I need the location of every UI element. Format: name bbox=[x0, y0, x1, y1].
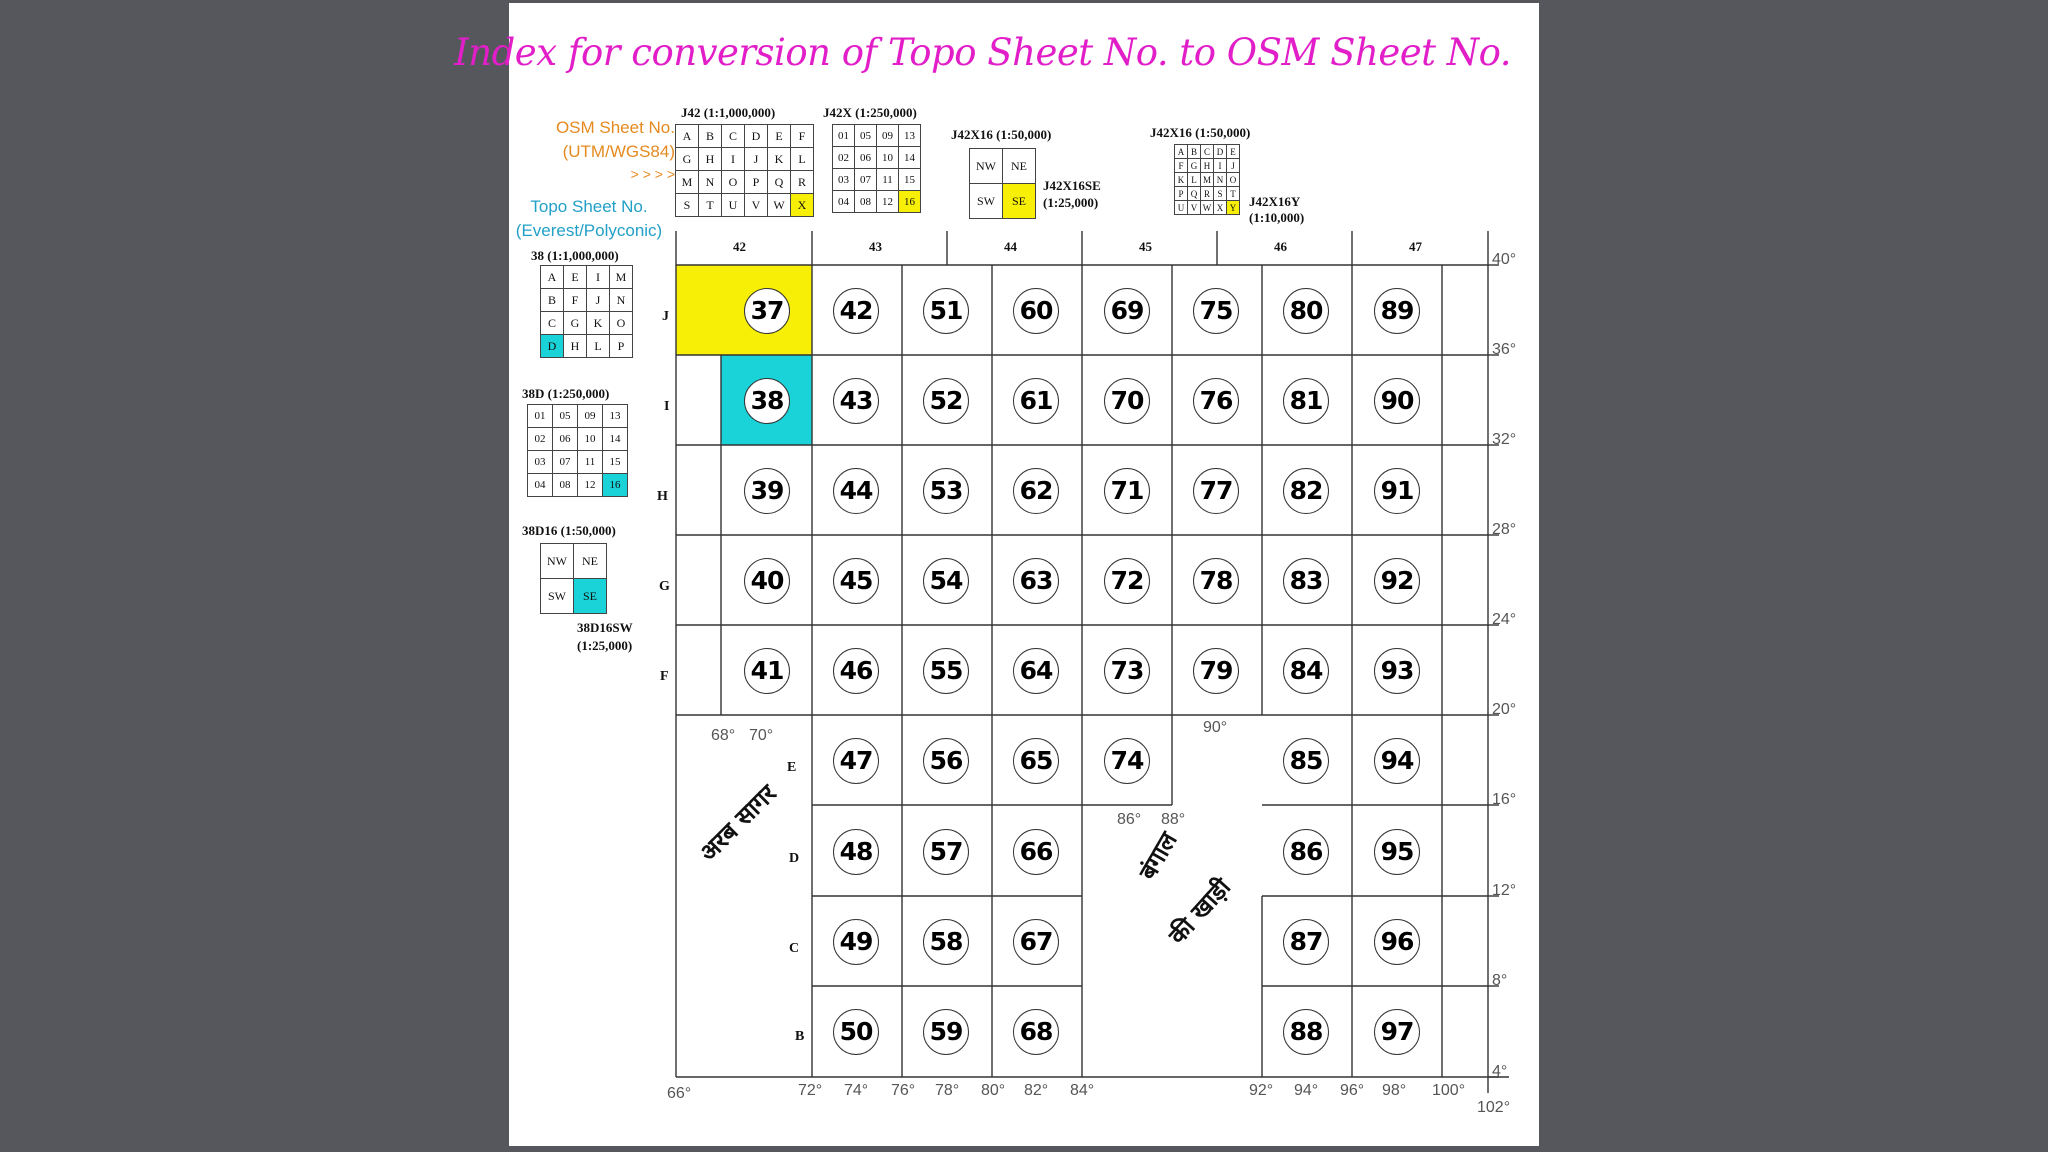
grid-cell: L bbox=[791, 148, 814, 171]
grid-cell: 11 bbox=[578, 451, 603, 474]
lat-label: 24° bbox=[1492, 611, 1517, 628]
grid-cell: 10 bbox=[877, 147, 899, 169]
grid-cell: 16 bbox=[603, 474, 628, 497]
grid-cell: NE bbox=[1003, 149, 1036, 184]
lon-label-inner: 88° bbox=[1161, 811, 1186, 828]
grid-cell: K bbox=[768, 148, 791, 171]
grid-cell: D bbox=[745, 125, 768, 148]
lat-label: 4° bbox=[1492, 1063, 1508, 1080]
lon-label: 76° bbox=[891, 1082, 916, 1099]
grid-cell: C bbox=[1201, 145, 1214, 159]
row-label-C: C bbox=[789, 941, 800, 956]
grid-cell: T bbox=[699, 194, 722, 217]
lat-label: 12° bbox=[1492, 882, 1517, 899]
lon-label: 78° bbox=[935, 1082, 960, 1099]
grid-cell: U bbox=[722, 194, 745, 217]
sheet-number-circle: 53 bbox=[923, 468, 969, 514]
lon-label: 94° bbox=[1294, 1082, 1319, 1099]
grid-cell: Q bbox=[1188, 187, 1201, 201]
sheet-number-circle: 62 bbox=[1013, 468, 1059, 514]
sheet-number-circle: 68 bbox=[1013, 1009, 1059, 1055]
grid-cell: I bbox=[587, 266, 610, 289]
sheet-number-circle: 66 bbox=[1013, 829, 1059, 875]
grid-cell: SW bbox=[970, 184, 1003, 219]
osm-25k-caption: J42X16SE bbox=[1043, 178, 1101, 193]
osm-25k-scale: (1:25,000) bbox=[1043, 195, 1099, 210]
grid-cell: O bbox=[610, 312, 633, 335]
lon-label: 98° bbox=[1382, 1082, 1407, 1099]
lon-label: 74° bbox=[844, 1082, 869, 1099]
topo-25k-caption: 38D16SW bbox=[577, 620, 633, 635]
grid-cell: 13 bbox=[603, 405, 628, 428]
grid-cell: 01 bbox=[833, 125, 855, 147]
sheet-number-circle: 72 bbox=[1104, 558, 1150, 604]
sheet-number-circle: 65 bbox=[1013, 738, 1059, 784]
grid-cell: B bbox=[541, 289, 564, 312]
sheet-number-circle: 37 bbox=[744, 288, 790, 334]
grid-cell: K bbox=[1175, 173, 1188, 187]
lat-label: 36° bbox=[1492, 341, 1517, 358]
grid-cell: O bbox=[1227, 173, 1240, 187]
grid-cell: L bbox=[1188, 173, 1201, 187]
grid-cell: 07 bbox=[855, 169, 877, 191]
sheet-number-circle: 91 bbox=[1374, 468, 1420, 514]
sheet-number-circle: 71 bbox=[1104, 468, 1150, 514]
row-label-D: D bbox=[789, 851, 800, 866]
sheet-number-circle: 42 bbox=[833, 288, 879, 334]
grid-cell: SE bbox=[574, 579, 607, 614]
grid-cell: F bbox=[564, 289, 587, 312]
grid-cell: X bbox=[791, 194, 814, 217]
row-label-E: E bbox=[787, 760, 797, 775]
grid-cell: SE bbox=[1003, 184, 1036, 219]
lat-label: 8° bbox=[1492, 972, 1508, 989]
grid-cell: S bbox=[676, 194, 699, 217]
grid-cell: 14 bbox=[899, 147, 921, 169]
grid-cell: K bbox=[587, 312, 610, 335]
sheet-number-circle: 44 bbox=[833, 468, 879, 514]
grid-cell: NE bbox=[574, 544, 607, 579]
lon-label: 100° bbox=[1432, 1082, 1466, 1099]
sheet-number-circle: 76 bbox=[1193, 378, 1239, 424]
lat-label: 16° bbox=[1492, 791, 1517, 808]
sheet-number-circle: 52 bbox=[923, 378, 969, 424]
sheet-number-circle: 49 bbox=[833, 919, 879, 965]
grid-cell: Y bbox=[1227, 201, 1240, 215]
grid-cell: 15 bbox=[603, 451, 628, 474]
grid-cell: 11 bbox=[877, 169, 899, 191]
grid-cell: S bbox=[1214, 187, 1227, 201]
grid-cell: C bbox=[722, 125, 745, 148]
grid-cell: L bbox=[587, 335, 610, 358]
topo-1m-caption: 38 (1:1,000,000) bbox=[531, 248, 619, 263]
grid-cell: G bbox=[564, 312, 587, 335]
sheet-number-circle: 87 bbox=[1283, 919, 1329, 965]
sheet-number-circle: 57 bbox=[923, 829, 969, 875]
grid-cell: A bbox=[676, 125, 699, 148]
grid-cell: 03 bbox=[833, 169, 855, 191]
row-label-G: G bbox=[659, 579, 670, 594]
sheet-number-circle: 59 bbox=[923, 1009, 969, 1055]
lon-label-inner: 68° bbox=[711, 727, 736, 744]
grid-cell: 07 bbox=[553, 451, 578, 474]
osm-1m-caption: J42 (1:1,000,000) bbox=[681, 105, 776, 120]
grid-cell: N bbox=[699, 171, 722, 194]
grid-cell: 09 bbox=[877, 125, 899, 147]
sheet-number-circle: 78 bbox=[1193, 558, 1239, 604]
sheet-number-circle: 41 bbox=[744, 648, 790, 694]
grid-cell: 06 bbox=[855, 147, 877, 169]
grid-cell: SW bbox=[541, 579, 574, 614]
grid-cell: M bbox=[610, 266, 633, 289]
grid-cell: H bbox=[1201, 159, 1214, 173]
osm-10k-parent-caption: J42X16 (1:50,000) bbox=[1150, 125, 1251, 140]
sheet-number-circle: 43 bbox=[833, 378, 879, 424]
sheet-number-circle: 55 bbox=[923, 648, 969, 694]
grid-cell: I bbox=[1214, 159, 1227, 173]
sheet-number-circle: 56 bbox=[923, 738, 969, 784]
grid-cell: E bbox=[564, 266, 587, 289]
sheet-number-circle: 60 bbox=[1013, 288, 1059, 334]
lon-label-inner: 86° bbox=[1117, 811, 1142, 828]
lon-label: 96° bbox=[1340, 1082, 1365, 1099]
sheet-number-circle: 90 bbox=[1374, 378, 1420, 424]
grid-cell: 05 bbox=[855, 125, 877, 147]
grid-cell: 13 bbox=[899, 125, 921, 147]
bay-of-bengal-label-line1: बंगाल bbox=[1133, 827, 1183, 885]
grid-cell: B bbox=[699, 125, 722, 148]
row-label-J: J bbox=[662, 309, 669, 324]
grid-cell: E bbox=[1227, 145, 1240, 159]
grid-cell: Q bbox=[768, 171, 791, 194]
osm-10k-caption: J42X16Y bbox=[1249, 194, 1301, 209]
grid-cell: 15 bbox=[899, 169, 921, 191]
grid-cell: 08 bbox=[855, 191, 877, 213]
col-label-47: 47 bbox=[1409, 239, 1422, 254]
sheet-number-circle: 45 bbox=[833, 558, 879, 604]
grid-cell: M bbox=[1201, 173, 1214, 187]
sheet-number-circle: 40 bbox=[744, 558, 790, 604]
sheet-number-circle: 83 bbox=[1283, 558, 1329, 604]
grid-cell: 04 bbox=[833, 191, 855, 213]
osm-250k-caption: J42X (1:250,000) bbox=[823, 105, 917, 120]
grid-cell: D bbox=[541, 335, 564, 358]
lon-label: 72° bbox=[798, 1082, 823, 1099]
grid-cell: 12 bbox=[578, 474, 603, 497]
lon-label: 92° bbox=[1249, 1082, 1274, 1099]
grid-cell: H bbox=[699, 148, 722, 171]
sheet-number-circle: 81 bbox=[1283, 378, 1329, 424]
index-sheet bbox=[454, 3, 1539, 1146]
lon-label: 66° bbox=[667, 1085, 692, 1102]
lat-label: 20° bbox=[1492, 701, 1517, 718]
grid-cell: 08 bbox=[553, 474, 578, 497]
grid-cell: F bbox=[1175, 159, 1188, 173]
grid-cell: R bbox=[791, 171, 814, 194]
lon-label-inner: 70° bbox=[749, 727, 774, 744]
grid-cell: 05 bbox=[553, 405, 578, 428]
osm-label-line2: (UTM/WGS84) bbox=[562, 142, 675, 161]
grid-cell: O bbox=[722, 171, 745, 194]
grid-cell: G bbox=[676, 148, 699, 171]
sheet-number-circle: 38 bbox=[744, 378, 790, 424]
grid-cell: E bbox=[768, 125, 791, 148]
grid-cell: 12 bbox=[877, 191, 899, 213]
sheet-number-circle: 46 bbox=[833, 648, 879, 694]
grid-cell: 01 bbox=[528, 405, 553, 428]
sheet-number-circle: 63 bbox=[1013, 558, 1059, 604]
grid-cell: NW bbox=[541, 544, 574, 579]
grid-cell: 10 bbox=[578, 428, 603, 451]
grid-cell: NW bbox=[970, 149, 1003, 184]
topo-50k-caption: 38D16 (1:50,000) bbox=[522, 523, 616, 538]
sheet-number-circle: 67 bbox=[1013, 919, 1059, 965]
grid-cell: T bbox=[1227, 187, 1240, 201]
col-label-44: 44 bbox=[1004, 239, 1017, 254]
sheet-number-circle: 84 bbox=[1283, 648, 1329, 694]
sheet-number-circle: 47 bbox=[833, 738, 879, 784]
grid-cell: V bbox=[1188, 201, 1201, 215]
lon-label: 82° bbox=[1024, 1082, 1049, 1099]
sheet-number-circle: 79 bbox=[1193, 648, 1239, 694]
row-label-I: I bbox=[664, 399, 670, 414]
grid-cell: J bbox=[745, 148, 768, 171]
lon-label-inner: 90° bbox=[1203, 719, 1228, 736]
page-title: Index for conversion of Topo Sheet No. to OSM Sheet No. bbox=[454, 31, 1511, 74]
col-label-46: 46 bbox=[1274, 239, 1287, 254]
col-label-42: 42 bbox=[733, 239, 746, 254]
osm-50k-caption: J42X16 (1:50,000) bbox=[951, 127, 1052, 142]
topo-25k-scale: (1:25,000) bbox=[577, 638, 633, 653]
lat-label: 28° bbox=[1492, 521, 1517, 538]
sheet-number-circle: 70 bbox=[1104, 378, 1150, 424]
lon-label: 102° bbox=[1477, 1099, 1511, 1116]
grid-cell: N bbox=[610, 289, 633, 312]
grid-cell: J bbox=[587, 289, 610, 312]
grid-cell: J bbox=[1227, 159, 1240, 173]
grid-cell: B bbox=[1188, 145, 1201, 159]
grid-cell: 02 bbox=[528, 428, 553, 451]
sheet-number-circle: 77 bbox=[1193, 468, 1239, 514]
bay-of-bengal-label-line2: की खाड़ी bbox=[1163, 873, 1237, 950]
arabian-sea-label: अरब सागर bbox=[694, 779, 782, 867]
sheet-number-circle: 64 bbox=[1013, 648, 1059, 694]
lat-label: 40° bbox=[1492, 251, 1517, 268]
sheet-number-circle: 39 bbox=[744, 468, 790, 514]
grid-cell: G bbox=[1188, 159, 1201, 173]
grid-cell: D bbox=[1214, 145, 1227, 159]
grid-cell: X bbox=[1214, 201, 1227, 215]
sheet-number-circle: 88 bbox=[1283, 1009, 1329, 1055]
grid-cell: 09 bbox=[578, 405, 603, 428]
grid-cell: P bbox=[1175, 187, 1188, 201]
grid-cell: P bbox=[745, 171, 768, 194]
lat-label: 32° bbox=[1492, 431, 1517, 448]
grid-cell: W bbox=[768, 194, 791, 217]
grid-cell: A bbox=[1175, 145, 1188, 159]
grid-cell: W bbox=[1201, 201, 1214, 215]
sheet-number-circle: 51 bbox=[923, 288, 969, 334]
sheet-number-circle: 50 bbox=[833, 1009, 879, 1055]
row-label-H: H bbox=[657, 489, 668, 504]
grid-cell: M bbox=[676, 171, 699, 194]
grid-cell: P bbox=[610, 335, 633, 358]
osm-10k-scale: (1:10,000) bbox=[1249, 210, 1305, 225]
grid-cell: A bbox=[541, 266, 564, 289]
col-label-45: 45 bbox=[1139, 239, 1152, 254]
grid-cell: V bbox=[745, 194, 768, 217]
sheet-number-circle: 82 bbox=[1283, 468, 1329, 514]
sheet-number-circle: 85 bbox=[1283, 738, 1329, 784]
topo-label-line2: (Everest/Polyconic) bbox=[515, 221, 663, 240]
grid-cell: I bbox=[722, 148, 745, 171]
lon-label: 84° bbox=[1070, 1082, 1095, 1099]
col-label-43: 43 bbox=[869, 239, 882, 254]
sheet-number-circle: 92 bbox=[1374, 558, 1420, 604]
sheet-number-circle: 58 bbox=[923, 919, 969, 965]
sheet-number-circle: 89 bbox=[1374, 288, 1420, 334]
grid-cell: C bbox=[541, 312, 564, 335]
grid-cell: 04 bbox=[528, 474, 553, 497]
row-label-F: F bbox=[660, 669, 669, 684]
sheet-number-circle: 48 bbox=[833, 829, 879, 875]
sheet-number-circle: 93 bbox=[1374, 648, 1420, 694]
grid-cell: 16 bbox=[899, 191, 921, 213]
sheet-number-circle: 73 bbox=[1104, 648, 1150, 694]
sheet-number-circle: 54 bbox=[923, 558, 969, 604]
sheet-number-circle: 61 bbox=[1013, 378, 1059, 424]
osm-label-arrows: > > > > bbox=[630, 166, 675, 182]
topo-label-line1: Topo Sheet No. bbox=[530, 197, 648, 216]
sheet-number-circle: 75 bbox=[1193, 288, 1239, 334]
sheet-number-circle: 94 bbox=[1374, 738, 1420, 784]
grid-cell: F bbox=[791, 125, 814, 148]
grid-cell: U bbox=[1175, 201, 1188, 215]
grid-cell: H bbox=[564, 335, 587, 358]
sheet-number-circle: 80 bbox=[1283, 288, 1329, 334]
sheet-number-circle: 86 bbox=[1283, 829, 1329, 875]
sheet-number-circle: 95 bbox=[1374, 829, 1420, 875]
grid-cell: 06 bbox=[553, 428, 578, 451]
row-label-B: B bbox=[795, 1029, 805, 1044]
grid-cell: 14 bbox=[603, 428, 628, 451]
sheet-number-circle: 69 bbox=[1104, 288, 1150, 334]
sheet-number-circle: 96 bbox=[1374, 919, 1420, 965]
topo-250k-caption: 38D (1:250,000) bbox=[522, 386, 610, 401]
lon-label: 80° bbox=[981, 1082, 1006, 1099]
grid-cell: 03 bbox=[528, 451, 553, 474]
sheet-number-circle: 74 bbox=[1104, 738, 1150, 784]
grid-cell: N bbox=[1214, 173, 1227, 187]
sheet-number-circle: 97 bbox=[1374, 1009, 1420, 1055]
grid-cell: 02 bbox=[833, 147, 855, 169]
grid-cell: R bbox=[1201, 187, 1214, 201]
osm-label-line1: OSM Sheet No. bbox=[555, 118, 675, 137]
